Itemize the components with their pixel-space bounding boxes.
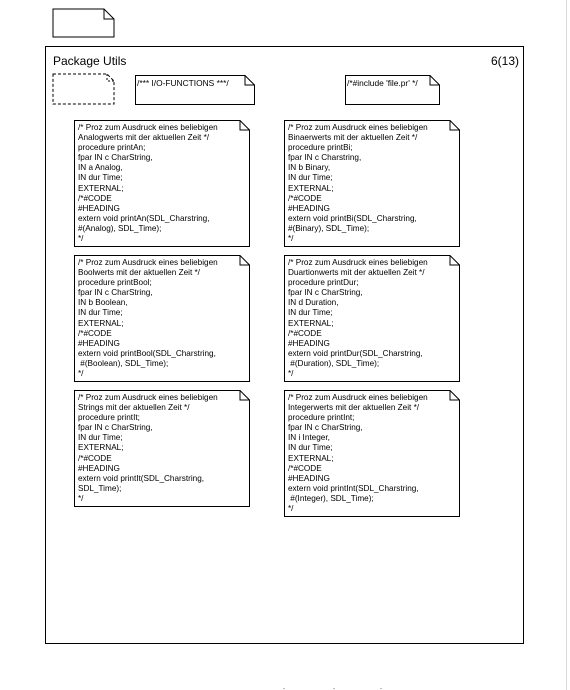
procedure-text-printit: /* Proz zum Ausdruck eines beliebigen Strings mit der aktuellen Zeit */ procedure printIt; fpar IN c CharString, IN dur Time; EXTERNAL; /*#CODE #HEADING extern void printIt(SDL_Charstring, SDL_Time); */ xyxy=(78,393,218,503)
render-dot xyxy=(333,688,335,689)
procedure-text-printan: /* Proz zum Ausdruck eines beliebigen Analogwerts mit der aktuellen Zeit */ procedure printAn; fpar IN c CharString, IN a Analog, IN dur Time; EXTERNAL; /*#CODE #HEADING extern void printAn(SDL_Charstring, #(Analog), SDL_Time); */ xyxy=(78,123,218,244)
page-number: 6(13) xyxy=(490,54,519,68)
procedure-note-printbi[interactable] xyxy=(284,120,460,247)
package-title: Package Utils xyxy=(53,54,127,68)
io-functions-comment-text: /*** I/O-FUNCTIONS ***/ xyxy=(137,78,229,88)
render-dot xyxy=(380,688,382,689)
procedure-note-printint[interactable] xyxy=(284,390,460,517)
procedure-note-printit[interactable] xyxy=(74,390,250,507)
io-functions-comment[interactable] xyxy=(135,75,255,105)
procedure-note-printbool[interactable] xyxy=(74,255,250,382)
procedure-text-printbi: /* Proz zum Ausdruck eines beliebigen Binaerwerts mit der aktuellen Zeit */ procedure printBi; fpar IN c Charstring, IN b Binary, IN dur Time; EXTERNAL; /*#CODE #HEADING extern void printBi(SDL_Charstring, #(Binary), SDL_Time); */ xyxy=(288,123,428,244)
procedure-text-printint: /* Proz zum Ausdruck eines beliebigen Integerwerts mit der aktuellen Zeit */ procedure printInt; fpar IN c CharString, IN i Integer, IN dur Time; EXTERNAL; /*#CODE #HEADING extern void printInt(SDL_Charstring, #(Integer), SDL_Time); */ xyxy=(288,393,428,514)
procedure-text-printbool: /* Proz zum Ausdruck eines beliebigen Boolwerts mit der aktuellen Zeit */ procedure printBool; fpar IN c CharString, IN b Boolean, IN dur Time; EXTERNAL; /*#CODE #HEADING extern void printBool(SDL_Charstring, #(Boolean), SDL_Time); */ xyxy=(78,258,218,379)
render-dot xyxy=(283,688,285,689)
page-edge-divider xyxy=(566,0,567,690)
procedure-text-printdur: /* Proz zum Ausdruck eines beliebigen Duartionwerts mit der aktuellen Zeit */ procedure printDur; fpar IN c CharString, IN d Duration, IN dur Time; EXTERNAL; /*#CODE #HEADING extern void printDur(SDL_Charstring, #(Duration), SDL_Time); */ xyxy=(288,258,428,379)
include-comment[interactable] xyxy=(345,75,440,105)
include-comment-text: /*#include 'file.pr' */ xyxy=(347,78,418,88)
procedure-note-printan[interactable] xyxy=(74,120,250,247)
procedure-note-printdur[interactable] xyxy=(284,255,460,382)
